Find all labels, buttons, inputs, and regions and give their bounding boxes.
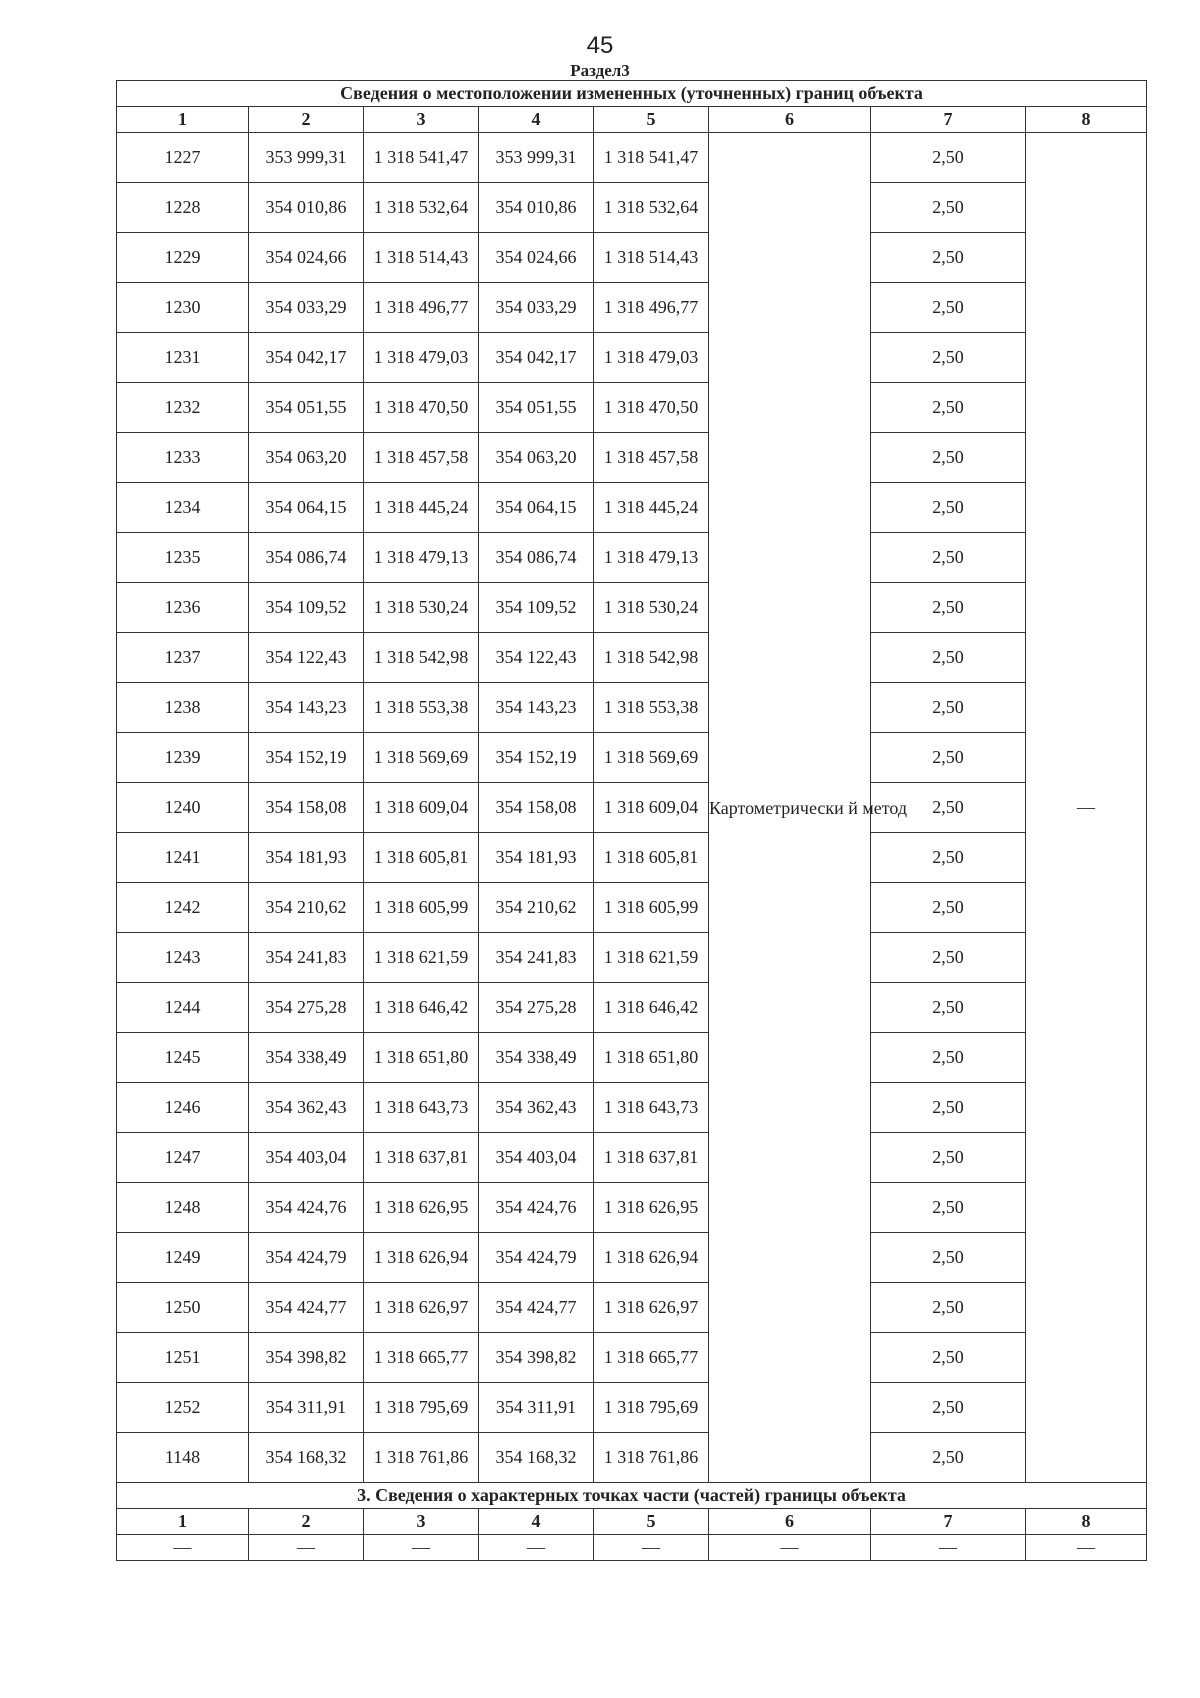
- part-column-header: 8: [1026, 1509, 1147, 1535]
- cell-y1: 1 318 626,95: [364, 1183, 479, 1233]
- cell-x1: 354 275,28: [249, 983, 364, 1033]
- cell-x2: 354 122,43: [479, 633, 594, 683]
- cell-n: 1236: [117, 583, 249, 633]
- cell-x2: 354 338,49: [479, 1033, 594, 1083]
- column-header: 6: [709, 107, 871, 133]
- cell-y1: 1 318 626,97: [364, 1283, 479, 1333]
- cell-y2: 1 318 457,58: [594, 433, 709, 483]
- cell-x2: 354 424,76: [479, 1183, 594, 1233]
- part-empty-cell: —: [1026, 1535, 1147, 1561]
- table-row: [117, 283, 1147, 333]
- column-header: 8: [1026, 107, 1147, 133]
- section-label: Раздел3: [570, 61, 630, 80]
- cell-y2: 1 318 470,50: [594, 383, 709, 433]
- cell-n: 1230: [117, 283, 249, 333]
- part-column-header: 2: [249, 1509, 364, 1535]
- cell-n: 1231: [117, 333, 249, 383]
- cell-y2: 1 318 626,95: [594, 1183, 709, 1233]
- cell-y2: 1 318 541,47: [594, 133, 709, 183]
- cell-accuracy: 2,50: [871, 983, 1026, 1033]
- cell-x1: 354 033,29: [249, 283, 364, 333]
- cell-x2: 354 033,29: [479, 283, 594, 333]
- cell-accuracy: 2,50: [871, 133, 1026, 183]
- cell-n: 1238: [117, 683, 249, 733]
- cell-accuracy: 2,50: [871, 733, 1026, 783]
- cell-y1: 1 318 541,47: [364, 133, 479, 183]
- cell-y1: 1 318 646,42: [364, 983, 479, 1033]
- boundary-table: [116, 80, 1147, 1561]
- cell-n: 1227: [117, 133, 249, 183]
- cell-n: 1243: [117, 933, 249, 983]
- cell-accuracy: 2,50: [871, 233, 1026, 283]
- cell-y1: 1 318 470,50: [364, 383, 479, 433]
- cell-x1: 354 109,52: [249, 583, 364, 633]
- table-row: [117, 983, 1147, 1033]
- table-row: [117, 833, 1147, 883]
- cell-x2: 354 158,08: [479, 783, 594, 833]
- column-header: 7: [871, 107, 1026, 133]
- table-row: [117, 1383, 1147, 1433]
- cell-y1: 1 318 605,99: [364, 883, 479, 933]
- table-row: [117, 183, 1147, 233]
- cell-n: 1242: [117, 883, 249, 933]
- table-row: [117, 1033, 1147, 1083]
- table-row: [117, 683, 1147, 733]
- table-row: [117, 533, 1147, 583]
- table-title-row: [117, 81, 1147, 107]
- column-header-row: [117, 107, 1147, 133]
- cell-y1: 1 318 457,58: [364, 433, 479, 483]
- cell-y1: 1 318 637,81: [364, 1133, 479, 1183]
- cell-y2: 1 318 609,04: [594, 783, 709, 833]
- part-empty-row: [117, 1535, 1147, 1561]
- table-row: [117, 1133, 1147, 1183]
- cell-accuracy: 2,50: [871, 1133, 1026, 1183]
- cell-n: 1252: [117, 1383, 249, 1433]
- cell-x1: 354 122,43: [249, 633, 364, 683]
- table-row: [117, 1233, 1147, 1283]
- cell-y1: 1 318 514,43: [364, 233, 479, 283]
- cell-x2: 354 311,91: [479, 1383, 594, 1433]
- cell-accuracy: 2,50: [871, 383, 1026, 433]
- table-row: [117, 1283, 1147, 1333]
- cell-n: 1247: [117, 1133, 249, 1183]
- cell-accuracy: 2,50: [871, 483, 1026, 533]
- cell-y2: 1 318 795,69: [594, 1383, 709, 1433]
- cell-x1: 354 042,17: [249, 333, 364, 383]
- table-row: [117, 483, 1147, 533]
- cell-accuracy: 2,50: [871, 783, 1026, 833]
- cell-accuracy: 2,50: [871, 1183, 1026, 1233]
- cell-accuracy: 2,50: [871, 883, 1026, 933]
- cell-x1: 354 181,93: [249, 833, 364, 883]
- cell-x2: 354 063,20: [479, 433, 594, 483]
- cell-y2: 1 318 626,97: [594, 1283, 709, 1333]
- cell-x1: 354 403,04: [249, 1133, 364, 1183]
- cell-y1: 1 318 795,69: [364, 1383, 479, 1433]
- page-number: 45: [586, 32, 614, 59]
- cell-n: 1235: [117, 533, 249, 583]
- part-column-header: 6: [709, 1509, 871, 1535]
- cell-x2: 353 999,31: [479, 133, 594, 183]
- cell-n: 1229: [117, 233, 249, 283]
- cell-y2: 1 318 569,69: [594, 733, 709, 783]
- part-title-row: [117, 1483, 1147, 1509]
- cell-y1: 1 318 609,04: [364, 783, 479, 833]
- part-column-header: 1: [117, 1509, 249, 1535]
- cell-y2: 1 318 445,24: [594, 483, 709, 533]
- cell-n: 1241: [117, 833, 249, 883]
- cell-y1: 1 318 479,03: [364, 333, 479, 383]
- cell-n: 1234: [117, 483, 249, 533]
- cell-y2: 1 318 761,86: [594, 1433, 709, 1483]
- cell-n: 1237: [117, 633, 249, 683]
- cell-accuracy: 2,50: [871, 683, 1026, 733]
- part-empty-cell: —: [117, 1535, 249, 1561]
- cell-accuracy: 2,50: [871, 333, 1026, 383]
- cell-y1: 1 318 445,24: [364, 483, 479, 533]
- table-row: [117, 1183, 1147, 1233]
- cell-x1: 354 168,32: [249, 1433, 364, 1483]
- cell-x2: 354 051,55: [479, 383, 594, 433]
- cell-accuracy: 2,50: [871, 283, 1026, 333]
- cell-y2: 1 318 605,81: [594, 833, 709, 883]
- part-column-header: 5: [594, 1509, 709, 1535]
- part-empty-cell: —: [249, 1535, 364, 1561]
- cell-x2: 354 168,32: [479, 1433, 594, 1483]
- part-title: 3. Сведения о характерных точках части (частей) границы объекта: [117, 1483, 1147, 1509]
- cell-x1: 354 086,74: [249, 533, 364, 583]
- cell-n: 1251: [117, 1333, 249, 1383]
- cell-x1: 354 143,23: [249, 683, 364, 733]
- table-row: [117, 883, 1147, 933]
- cell-y2: 1 318 496,77: [594, 283, 709, 333]
- part-column-header: 7: [871, 1509, 1026, 1535]
- cell-y1: 1 318 621,59: [364, 933, 479, 983]
- cell-y2: 1 318 532,64: [594, 183, 709, 233]
- table-row: [117, 633, 1147, 683]
- cell-y1: 1 318 665,77: [364, 1333, 479, 1383]
- cell-n: 1245: [117, 1033, 249, 1083]
- part-column-header: 3: [364, 1509, 479, 1535]
- cell-y1: 1 318 569,69: [364, 733, 479, 783]
- cell-x2: 354 241,83: [479, 933, 594, 983]
- cell-y1: 1 318 651,80: [364, 1033, 479, 1083]
- table-row: [117, 383, 1147, 433]
- cell-x2: 354 152,19: [479, 733, 594, 783]
- cell-x2: 354 010,86: [479, 183, 594, 233]
- cell-x2: 354 064,15: [479, 483, 594, 533]
- cell-accuracy: 2,50: [871, 1383, 1026, 1433]
- cell-x1: 354 152,19: [249, 733, 364, 783]
- cell-x1: 353 999,31: [249, 133, 364, 183]
- cell-y1: 1 318 761,86: [364, 1433, 479, 1483]
- cell-x1: 354 424,77: [249, 1283, 364, 1333]
- cell-accuracy: 2,50: [871, 833, 1026, 883]
- cell-x1: 354 063,20: [249, 433, 364, 483]
- cell-accuracy: 2,50: [871, 1033, 1026, 1083]
- part-empty-cell: —: [709, 1535, 871, 1561]
- cell-n: 1240: [117, 783, 249, 833]
- cell-x2: 354 024,66: [479, 233, 594, 283]
- cell-y1: 1 318 479,13: [364, 533, 479, 583]
- cell-accuracy: 2,50: [871, 533, 1026, 583]
- cell-n: 1239: [117, 733, 249, 783]
- cell-n: 1249: [117, 1233, 249, 1283]
- cell-x2: 354 424,79: [479, 1233, 594, 1283]
- cell-y1: 1 318 553,38: [364, 683, 479, 733]
- cell-x2: 354 424,77: [479, 1283, 594, 1333]
- cell-accuracy: 2,50: [871, 633, 1026, 683]
- column-header: 1: [117, 107, 249, 133]
- column-header: 3: [364, 107, 479, 133]
- cell-accuracy: 2,50: [871, 1333, 1026, 1383]
- table-row: [117, 583, 1147, 633]
- cell-y2: 1 318 514,43: [594, 233, 709, 283]
- cell-x2: 354 403,04: [479, 1133, 594, 1183]
- cell-x1: 354 424,79: [249, 1233, 364, 1283]
- table-row: [117, 733, 1147, 783]
- cell-y2: 1 318 542,98: [594, 633, 709, 683]
- part-header-row: [117, 1509, 1147, 1535]
- part-column-header: 4: [479, 1509, 594, 1535]
- cell-accuracy: 2,50: [871, 933, 1026, 983]
- cell-accuracy: 2,50: [871, 1433, 1026, 1483]
- cell-y2: 1 318 665,77: [594, 1333, 709, 1383]
- cell-x2: 354 143,23: [479, 683, 594, 733]
- cell-x2: 354 210,62: [479, 883, 594, 933]
- cell-x2: 354 086,74: [479, 533, 594, 583]
- cell-y2: 1 318 651,80: [594, 1033, 709, 1083]
- cell-x1: 354 051,55: [249, 383, 364, 433]
- cell-y1: 1 318 532,64: [364, 183, 479, 233]
- cell-accuracy: 2,50: [871, 583, 1026, 633]
- cell-y2: 1 318 530,24: [594, 583, 709, 633]
- cell-x1: 354 024,66: [249, 233, 364, 283]
- table-row: [117, 783, 1147, 833]
- table-row: [117, 233, 1147, 283]
- table-row: [117, 933, 1147, 983]
- cell-n: 1246: [117, 1083, 249, 1133]
- table-title: Сведения о местоположении измененных (уточненных) границ объекта: [117, 81, 1147, 107]
- cell-y2: 1 318 605,99: [594, 883, 709, 933]
- cell-x1: 354 362,43: [249, 1083, 364, 1133]
- cell-y1: 1 318 496,77: [364, 283, 479, 333]
- cell-y1: 1 318 643,73: [364, 1083, 479, 1133]
- table-row: [117, 433, 1147, 483]
- cell-y2: 1 318 621,59: [594, 933, 709, 983]
- cell-accuracy: 2,50: [871, 1083, 1026, 1133]
- cell-x1: 354 424,76: [249, 1183, 364, 1233]
- cell-y1: 1 318 542,98: [364, 633, 479, 683]
- cell-n: 1228: [117, 183, 249, 233]
- cell-accuracy: 2,50: [871, 433, 1026, 483]
- cell-y2: 1 318 643,73: [594, 1083, 709, 1133]
- cell-x2: 354 109,52: [479, 583, 594, 633]
- cell-x2: 354 181,93: [479, 833, 594, 883]
- table-row: [117, 1083, 1147, 1133]
- cell-y1: 1 318 530,24: [364, 583, 479, 633]
- table-row: [117, 1333, 1147, 1383]
- cell-x1: 354 311,91: [249, 1383, 364, 1433]
- column8-cell: —: [1026, 133, 1147, 1483]
- cell-y2: 1 318 479,13: [594, 533, 709, 583]
- cell-x1: 354 338,49: [249, 1033, 364, 1083]
- cell-x1: 354 010,86: [249, 183, 364, 233]
- table-row: [117, 133, 1147, 183]
- cell-accuracy: 2,50: [871, 1233, 1026, 1283]
- column-header: 5: [594, 107, 709, 133]
- part-empty-cell: —: [594, 1535, 709, 1561]
- table-row: [117, 333, 1147, 383]
- cell-x1: 354 241,83: [249, 933, 364, 983]
- cell-y2: 1 318 479,03: [594, 333, 709, 383]
- column-header: 4: [479, 107, 594, 133]
- cell-n: 1248: [117, 1183, 249, 1233]
- cell-x2: 354 042,17: [479, 333, 594, 383]
- cell-x1: 354 064,15: [249, 483, 364, 533]
- table-row: [117, 1433, 1147, 1483]
- cell-n: 1250: [117, 1283, 249, 1333]
- cell-x1: 354 210,62: [249, 883, 364, 933]
- cell-x1: 354 398,82: [249, 1333, 364, 1383]
- cell-y2: 1 318 626,94: [594, 1233, 709, 1283]
- cell-y1: 1 318 626,94: [364, 1233, 479, 1283]
- part-empty-cell: —: [871, 1535, 1026, 1561]
- method-cell: Картометрически й метод: [709, 133, 871, 1483]
- cell-y1: 1 318 605,81: [364, 833, 479, 883]
- cell-x2: 354 362,43: [479, 1083, 594, 1133]
- cell-x2: 354 275,28: [479, 983, 594, 1033]
- cell-n: 1233: [117, 433, 249, 483]
- cell-x1: 354 158,08: [249, 783, 364, 833]
- cell-y2: 1 318 637,81: [594, 1133, 709, 1183]
- part-empty-cell: —: [364, 1535, 479, 1561]
- cell-n: 1244: [117, 983, 249, 1033]
- cell-n: 1148: [117, 1433, 249, 1483]
- cell-y2: 1 318 646,42: [594, 983, 709, 1033]
- column-header: 2: [249, 107, 364, 133]
- part-empty-cell: —: [479, 1535, 594, 1561]
- cell-accuracy: 2,50: [871, 1283, 1026, 1333]
- cell-x2: 354 398,82: [479, 1333, 594, 1383]
- cell-accuracy: 2,50: [871, 183, 1026, 233]
- cell-y2: 1 318 553,38: [594, 683, 709, 733]
- cell-n: 1232: [117, 383, 249, 433]
